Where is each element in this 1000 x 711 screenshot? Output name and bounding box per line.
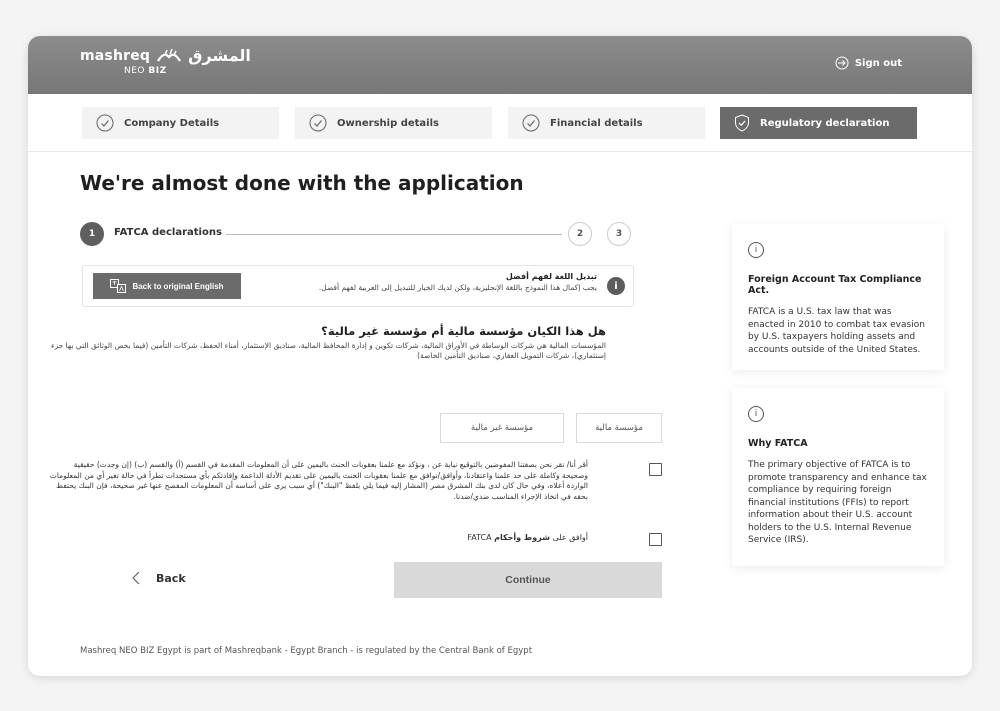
fatca-info-card xyxy=(732,224,944,370)
info-icon: i xyxy=(607,277,625,295)
check-circle-icon xyxy=(522,114,540,132)
footer-disclaimer: Mashreq NEO BIZ Egypt is part of Mashreqbank - Egypt Branch - is regulated by the Central Bank of Egypt xyxy=(80,646,533,656)
back-button[interactable] xyxy=(132,571,186,585)
option-non-financial-institution[interactable]: مؤسسة غير مالية xyxy=(440,413,564,443)
logo-text-en: mashreq xyxy=(80,47,151,64)
app-window xyxy=(28,36,972,676)
page-title: We're almost done with the application xyxy=(80,171,524,195)
terms-link[interactable]: شروط وأحكام xyxy=(494,533,551,542)
sign-out-label: Sign out xyxy=(854,57,902,69)
declaration-text: أقر أنا/ نقر نحن بصفتنا المفوضين بالتوقيع نيابة عن ، ونؤكد مع علمنا بعقوبات الحنث باليمين على أن المعلومات المقدمة في القسم (أ) والقسم (ب) (إن وجدت) حقيقية وصحيحة وكاملة على حد علمنا واعتقادنا، وأوافق/نوافق مع علمنا بعقوبات الحنث باليمين على تقديم الأدلة الداعمة وإفادتكم بأي مستجدات تطرأ في حالة تغير أي من المعلومات الواردة أعلاه، وفي حال كان لدى بنك المشرق مصر (المشار إليه فيما يلي بلفظ "البنك") أي سبب يرى على أساسه أن المعلومات المفصح عنها غير صحيحة، فإن البنك يحتفظ بحقه في اتخاذ الإجراء المناسب ضدي/ضدنا. xyxy=(49,460,588,501)
logo-text-ar: المشرق xyxy=(188,46,251,65)
card-body: The primary objective of FATCA is to promote transparency and enhance tax compliance by requiring foreign financial institutions (FFIs) to report information about their U.S. account holders to the U.S. Internal Revenue Service (IRS). xyxy=(748,460,927,545)
continue-button[interactable]: Continue xyxy=(394,562,662,598)
language-banner xyxy=(82,265,634,307)
step-tab-regulatory-declaration[interactable] xyxy=(720,107,917,139)
card-title: Why FATCA xyxy=(748,438,808,449)
step-tab-ownership-details[interactable] xyxy=(295,107,492,139)
step-label: Regulatory declaration xyxy=(760,117,890,129)
back-to-english-label: Back to original English xyxy=(132,281,224,291)
substep-2-number[interactable]: 2 xyxy=(568,222,592,246)
language-banner-title: تبديل اللغة لفهم أفضل xyxy=(505,272,597,281)
back-label: Back xyxy=(156,571,186,585)
substep-3-number[interactable]: 3 xyxy=(607,222,631,246)
card-body: FATCA is a U.S. tax law that was enacted in 2010 to combat tax evasion by U.S. taxpayers holding assets and accounts outside of the United States. xyxy=(748,307,925,355)
substep-connector xyxy=(226,234,562,235)
option-financial-institution[interactable]: مؤسسة مالية xyxy=(576,413,662,443)
translate-icon xyxy=(110,279,126,293)
check-circle-icon xyxy=(309,114,327,132)
progress-stepper xyxy=(28,94,972,152)
language-banner-description: يجب إكمال هذا النموذج باللغة الإنجليزية، ولكن لديك الخيار للتبديل إلى العربية لفهم أفضل. xyxy=(318,283,597,292)
card-title: Foreign Account Tax Compliance Act. xyxy=(748,274,922,296)
substep-1-number: 1 xyxy=(80,222,104,246)
why-fatca-card xyxy=(732,388,944,566)
step-label: Company Details xyxy=(124,117,220,129)
sub-stepper xyxy=(80,222,634,248)
entity-type-question xyxy=(46,324,606,361)
chevron-left-icon xyxy=(132,571,140,585)
info-circle-icon: i xyxy=(748,242,764,258)
logo-subtitle: NEO BIZ xyxy=(124,66,167,76)
question-description: المؤسسات المالية هي شركات الوساطة في الأوراق المالية، شركات تكوين و إدارة المحافظ المالية، صناديق الإستثمار، أمناء الحفظ، شركات التأمين (فيما يخص الوثائق التي بها جزء إستثماري)، شركات التمويل العقاري، صناديق التأمين الخاصة) xyxy=(50,341,606,360)
substep-1-label: FATCA declarations xyxy=(114,227,222,238)
terms-checkbox[interactable] xyxy=(649,533,662,546)
check-circle-icon xyxy=(96,114,114,132)
info-circle-icon: i xyxy=(748,406,764,422)
terms-agreement-text: أوافق على شروط وأحكام FATCA xyxy=(467,533,588,542)
back-to-english-button[interactable] xyxy=(93,273,241,299)
step-label: Financial details xyxy=(550,117,643,129)
sign-out-button[interactable] xyxy=(835,56,902,70)
declaration-checkbox[interactable] xyxy=(649,463,662,476)
logo-mark-icon xyxy=(156,49,182,63)
mashreq-logo[interactable] xyxy=(80,46,251,76)
step-tab-company-details[interactable] xyxy=(82,107,279,139)
step-tab-financial-details[interactable] xyxy=(508,107,705,139)
sign-out-icon xyxy=(835,56,849,70)
top-header xyxy=(28,36,972,94)
language-banner-text xyxy=(319,272,597,292)
question-title: هل هذا الكيان مؤسسة مالية أم مؤسسة غير مالية؟ xyxy=(321,324,606,338)
shield-check-icon xyxy=(734,114,750,132)
step-label: Ownership details xyxy=(337,117,439,129)
